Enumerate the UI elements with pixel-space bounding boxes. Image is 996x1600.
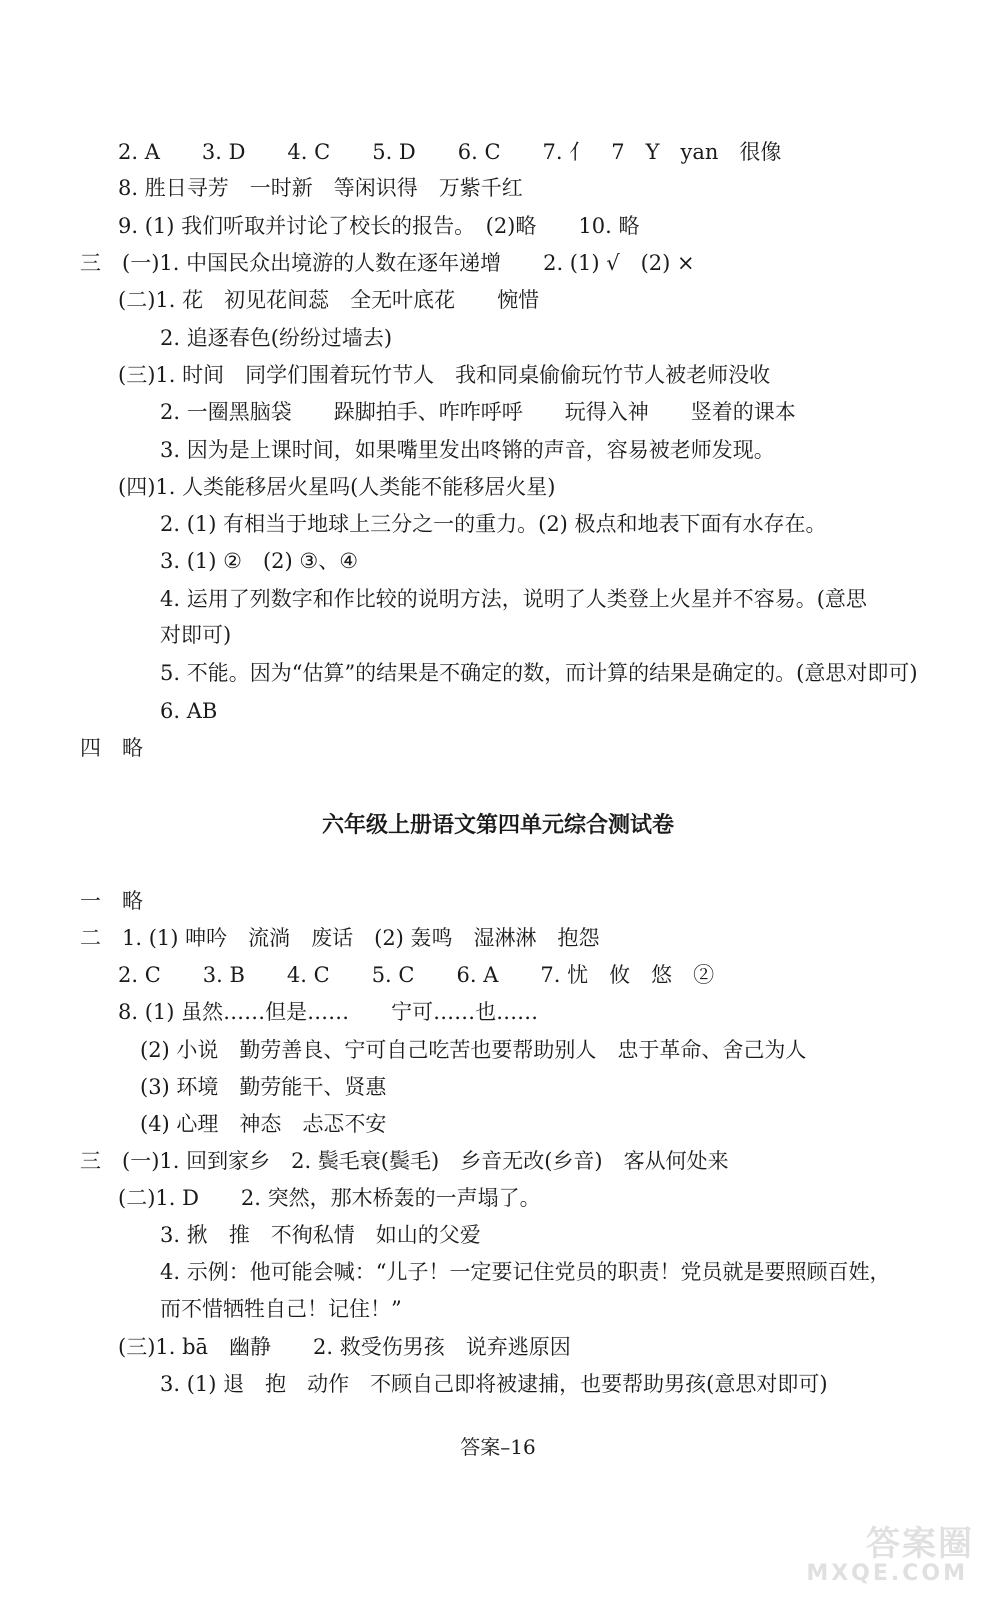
answer-line: (二)1. D 2. 突然，那木桥轰的一声塌了。 [118,1186,541,1210]
answer-line: 3. 因为是上课时间，如果嘴里发出咚锵的声音，容易被老师发现。 [160,438,775,462]
section-three-heading: 三 (一)1. 回到家乡 2. 鬓毛衰(鬓毛) 乡音无改(乡音) 客从何处来 [80,1149,729,1173]
answer-line: 对即可) [160,623,232,647]
section-three-heading: 三 (一)1. 中国民众出境游的人数在逐年递增 2. (1) √ (2) × [80,251,695,275]
section-one-heading: 一 略 [80,889,143,913]
answer-line: 5. 不能。因为“估算”的结果是不确定的数，而计算的结果是确定的。(意思对即可) [160,661,918,685]
answer-line: 而不惜牺牲自己！记住！” [160,1297,402,1321]
answer-line: 8. (1) 虽然……但是…… 宁可……也…… [118,1000,539,1024]
answer-line: (四)1. 人类能移居火星吗(人类能不能移居火星) [118,475,556,499]
answer-line: 3. 揪 推 不徇私情 如山的父爱 [160,1223,481,1247]
answer-line: (二)1. 花 初见花间蕊 全无叶底花 惋惜 [118,288,540,312]
section-title: 六年级上册语文第四单元综合测试卷 [321,813,674,838]
answer-line: 3. (1) ② (2) ③、④ [160,549,359,573]
answer-line: 2. C 3. B 4. C 5. C 6. A 7. 忧 攸 悠 ② [118,963,715,987]
answer-line: (三)1. bā 幽静 2. 救受伤男孩 说弃逃原因 [118,1335,571,1359]
answer-line: 4. 运用了列数字和作比较的说明方法，说明了人类登上火星并不容易。(意思 [160,587,867,611]
answer-line: 2. A 3. D 4. C 5. D 6. C 7. 亻 7 Y yan 很像 [118,140,782,164]
answer-line: (2) 小说 勤劳善良、宁可自己吃苦也要帮助别人 忠于革命、舍己为人 [140,1038,807,1062]
answer-line: 9. (1) 我们听取并讨论了校长的报告。 (2)略 10. 略 [118,214,640,238]
answer-line: (三)1. 时间 同学们围着玩竹节人 我和同桌偷偷玩竹节人被老师没收 [118,363,771,387]
answer-line: (3) 环境 勤劳能干、贤惠 [140,1075,387,1099]
answer-line: 2. (1) 有相当于地球上三分之一的重力。(2) 极点和地表下面有水存在。 [160,512,827,536]
page-number: 答案–16 [460,1435,536,1459]
section-two-heading: 二 1. (1) 呻吟 流淌 废话 (2) 轰鸣 湿淋淋 抱怨 [80,926,600,950]
watermark-logo-text: 答案圈 [866,1524,974,1564]
answer-line: 6. AB [160,699,218,723]
watermark-site-text: MXQE.COM [806,1561,968,1586]
section-four-heading: 四 略 [80,736,143,760]
answer-line: 2. 一圈黑脑袋 跺脚拍手、咋咋呼呼 玩得入神 竖着的课本 [160,400,796,424]
watermark-logo [784,1516,974,1586]
answer-line: 8. 胜日寻芳 一时新 等闲识得 万紫千红 [118,176,523,200]
answer-line: 4. 示例：他可能会喊：“儿子！一定要记住党员的职责！党员就是要照顾百姓， [160,1260,891,1284]
answer-line: (4) 心理 神态 忐忑不安 [140,1112,387,1136]
answer-line: 2. 追逐春色(纷纷过墙去) [160,326,393,350]
answer-line: 3. (1) 退 抱 动作 不顾自己即将被逮捕，也要帮助男孩(意思对即可) [160,1372,828,1396]
